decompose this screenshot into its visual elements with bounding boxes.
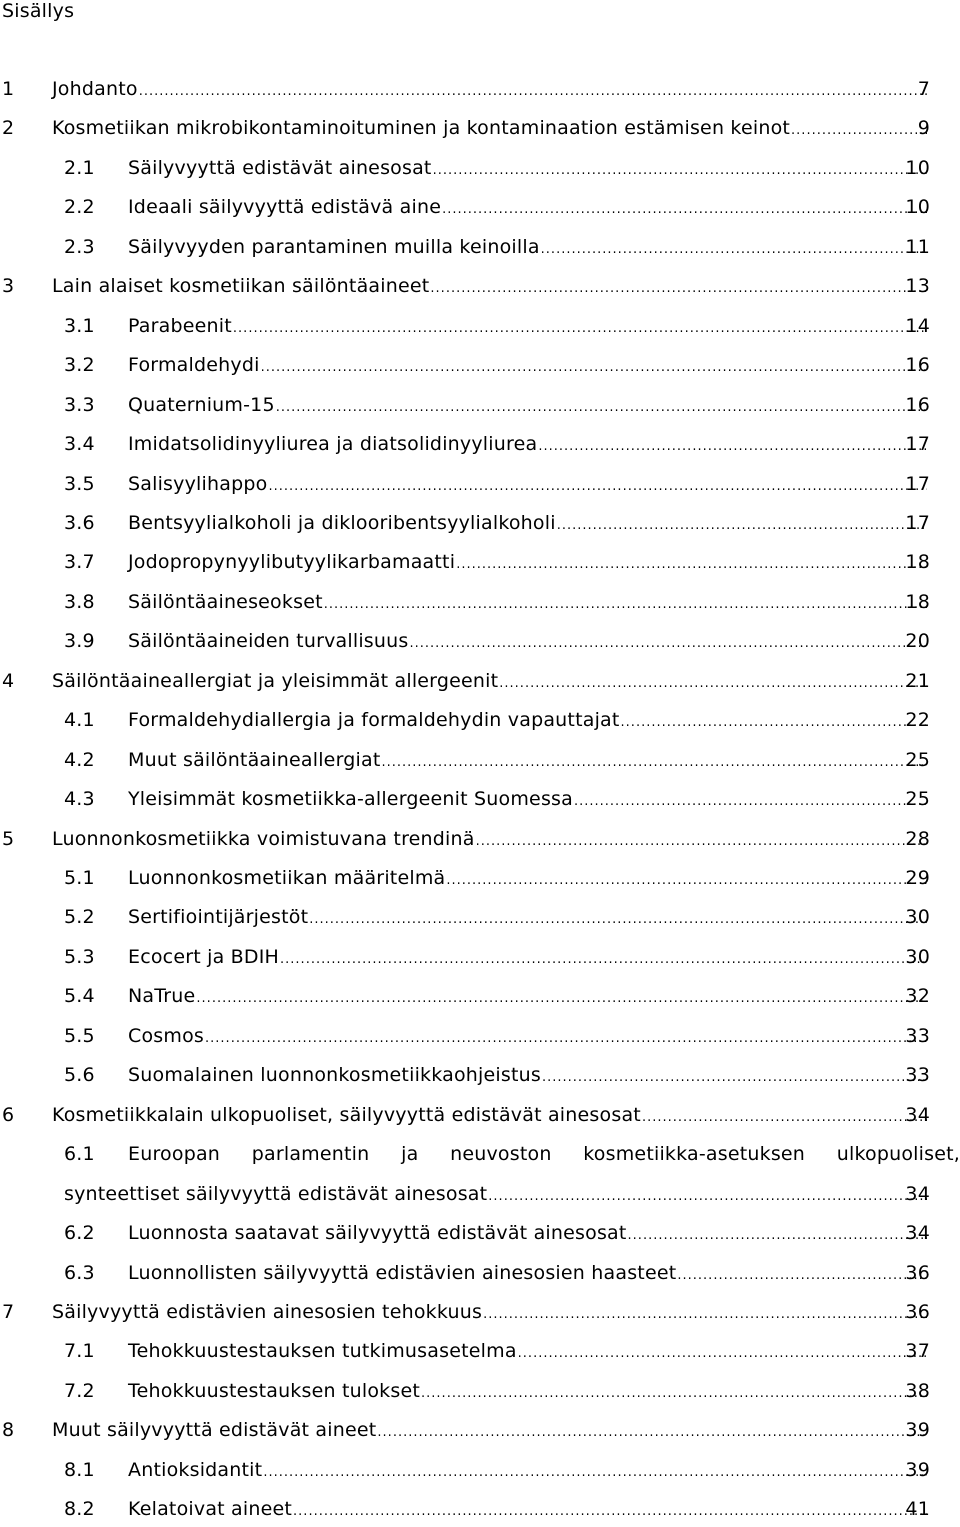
toc-entry-number: 8.2: [64, 1498, 95, 1521]
toc-entry-page: 38: [905, 1379, 930, 1402]
toc-entry-page: 13: [905, 275, 930, 298]
toc-entry-page: 36: [905, 1261, 930, 1284]
toc-entry-body: [128, 1376, 930, 1409]
toc-entry[interactable]: [0, 666, 960, 696]
toc-entry-label: Formaldehydiallergia ja formaldehydin vapauttajat: [128, 709, 620, 732]
toc-entry[interactable]: [0, 942, 960, 972]
toc-entry-number: 3.6: [64, 511, 95, 534]
toc-entry[interactable]: [0, 587, 960, 617]
toc-entry-number: 3.7: [64, 551, 95, 574]
toc-entry-label: Bentsyylialkoholi ja diklooribentsyylialkoholi: [128, 511, 556, 534]
toc-entry-number: 5.2: [64, 906, 95, 929]
toc-entry-number: 5.3: [64, 945, 95, 968]
toc-entry-number: 7: [2, 1300, 15, 1323]
dot-leader: [205, 1024, 927, 1054]
toc-entry-number: 3.8: [64, 590, 95, 613]
toc-entry-page: 10: [905, 156, 930, 179]
toc-entry-body: [128, 350, 930, 383]
toc-entry-number: 2: [2, 117, 15, 140]
toc-entry-continuation[interactable]: [0, 1179, 960, 1209]
toc-entry-label: Säilyvyyden parantaminen muilla keinoilla: [128, 235, 540, 258]
toc-entry-label: Luonnollisten säilyvyyttä edistävien ainesosien haasteet: [128, 1261, 677, 1284]
toc-entry[interactable]: [0, 74, 960, 104]
toc-entry[interactable]: [0, 113, 960, 143]
toc-entry[interactable]: [0, 1100, 960, 1130]
toc-entry-page: 29: [905, 867, 930, 889]
toc-entry-body: [52, 74, 930, 107]
toc-entry-page: 33: [905, 1064, 930, 1087]
toc-entry-page: 17: [905, 511, 930, 534]
dot-leader: [483, 1300, 927, 1330]
toc-entry-label: NaTrue: [128, 985, 196, 1008]
toc-entry[interactable]: [0, 350, 960, 380]
toc-entry[interactable]: [0, 192, 960, 222]
dot-leader: [621, 708, 927, 738]
toc-entry[interactable]: [0, 429, 960, 459]
toc-entry-label: synteettiset säilyvyyttä edistävät ainesosat: [64, 1182, 488, 1205]
toc-entry-label: Parabeenit: [128, 314, 232, 337]
toc-entry[interactable]: [0, 863, 960, 893]
toc-entry[interactable]: [0, 508, 960, 538]
toc-entry-page: 22: [905, 709, 930, 732]
toc-entry-body: [128, 1218, 930, 1251]
toc-entry-body: [64, 1179, 930, 1212]
toc-entry-body: [128, 192, 930, 225]
dot-leader: [476, 827, 927, 857]
toc-entry-label: Cosmos: [128, 1024, 205, 1047]
toc-entry-label: Säilyvyyttä edistävät ainesosat: [128, 156, 432, 179]
toc-entry-page: 14: [905, 314, 930, 337]
dot-leader: [268, 472, 927, 502]
dot-leader: [574, 787, 927, 817]
toc-entry-body: [52, 1100, 930, 1133]
dot-leader: [488, 1182, 927, 1212]
toc-entry-body: [128, 1258, 930, 1291]
toc-entry-label: Formaldehydi: [128, 354, 260, 377]
toc-entry-page: 30: [905, 906, 930, 929]
toc-entry-number: 5.1: [64, 867, 95, 889]
toc-entry-number: 4.1: [64, 709, 95, 732]
toc-entry-body: [128, 311, 930, 344]
toc-entry-page: 18: [905, 590, 930, 613]
toc-entry-number: 3.2: [64, 354, 95, 377]
toc-entry[interactable]: [0, 1297, 960, 1327]
toc-entry-page: 7: [917, 78, 930, 100]
toc-entry-number: 3.5: [64, 472, 95, 495]
toc-entry-body: [128, 153, 930, 186]
toc-entry-body: [128, 1494, 930, 1527]
dot-leader: [430, 274, 927, 304]
toc-entry-label: Euroopan parlamentin ja neuvoston kosmetiikka-asetuksen ulkopuoliset,: [128, 1143, 960, 1166]
toc-entry-label: Tehokkuustestauksen tutkimusasetelma: [128, 1340, 517, 1363]
toc-entry-label: Antioksidantit: [128, 1458, 263, 1481]
toc-entry[interactable]: [0, 784, 960, 814]
toc-entry-body: [128, 863, 930, 896]
toc-entry-page: 9: [917, 117, 930, 140]
toc-entry-label: Salisyylihappo: [128, 472, 268, 495]
dot-leader: [381, 748, 927, 778]
toc-entry-number: 8: [2, 1419, 15, 1442]
toc-entry-label: Lain alaiset kosmetiikan säilöntäaineet: [52, 275, 430, 298]
toc-entry-body: [52, 1415, 930, 1448]
toc-entry[interactable]: [0, 1336, 960, 1366]
dot-leader: [433, 156, 927, 186]
toc-entry-number: 7.1: [64, 1340, 95, 1363]
toc-entry-page: 11: [905, 235, 930, 258]
toc-entry-page: 25: [905, 788, 930, 811]
toc-entry-body: [128, 508, 930, 541]
toc-entry[interactable]: [0, 824, 960, 854]
toc-entry-body: [128, 626, 930, 659]
toc-entry-page: 36: [905, 1300, 930, 1323]
toc-entry-page: 33: [905, 1024, 930, 1047]
toc-entry-number: 5.4: [64, 985, 95, 1008]
dot-leader: [377, 1418, 927, 1448]
toc-entry-body: [52, 271, 930, 304]
dot-leader: [410, 629, 928, 659]
toc-entry-number: 6: [2, 1103, 15, 1126]
toc-entry-page: 20: [905, 630, 930, 653]
toc-entry[interactable]: [0, 1139, 960, 1169]
toc-entry[interactable]: [0, 1376, 960, 1406]
dot-leader: [442, 195, 927, 225]
toc-entry-label: Muut säilöntäaineallergiat: [128, 748, 381, 771]
toc-entry-number: 2.3: [64, 235, 95, 258]
toc-entry-number: 4.2: [64, 748, 95, 771]
dot-leader: [309, 905, 927, 935]
toc-entry-number: 6.2: [64, 1222, 95, 1245]
dot-leader: [518, 1339, 927, 1369]
toc-entry[interactable]: [0, 232, 960, 262]
toc-entry-body: [52, 824, 930, 857]
toc-entry[interactable]: [0, 1415, 960, 1445]
toc-entry-page: 34: [905, 1182, 930, 1205]
toc-entry-body: [128, 1455, 930, 1488]
dot-leader: [261, 353, 927, 383]
toc-entry[interactable]: [0, 547, 960, 577]
toc-entry-body: [52, 666, 930, 699]
toc-entry-label: Tehokkuustestauksen tulokset: [128, 1379, 421, 1402]
toc-entry-number: 3: [2, 275, 15, 298]
toc-entry-label: Jodopropynyylibutyylikarbamaatti: [128, 551, 456, 574]
toc-entry-label: Säilöntäaineseokset: [128, 590, 323, 613]
toc-entry-number: 5.6: [64, 1064, 95, 1087]
toc-entry[interactable]: [0, 390, 960, 420]
toc-entry[interactable]: [0, 1258, 960, 1288]
toc-entry-label: Yleisimmät kosmetiikka-allergeenit Suomessa: [128, 788, 573, 811]
dot-leader: [233, 314, 927, 344]
toc-entry-page: 17: [905, 472, 930, 495]
toc-entry-page: 32: [905, 985, 930, 1008]
toc-entry-page: 34: [905, 1222, 930, 1245]
toc-entry-number: 5.5: [64, 1024, 95, 1047]
toc-entry-body: [128, 1060, 930, 1093]
toc-entry-page: 17: [905, 433, 930, 456]
toc-entry-body: [128, 390, 930, 423]
toc-entry-number: 6.1: [64, 1143, 95, 1166]
toc-entry-body: [128, 587, 930, 620]
dot-leader: [196, 984, 927, 1014]
toc-entry-label: Luonnonkosmetiikka voimistuvana trendinä: [52, 827, 475, 850]
toc-entry[interactable]: [0, 745, 960, 775]
dot-leader: [541, 235, 927, 265]
toc-entry-label: Luonnosta saatavat säilyvyyttä edistävät ainesosat: [128, 1222, 627, 1245]
toc-entry-page: 30: [905, 945, 930, 968]
dot-leader: [542, 1063, 927, 1093]
toc-entry[interactable]: [0, 1218, 960, 1248]
dot-leader: [280, 945, 927, 975]
toc-entry[interactable]: [0, 902, 960, 932]
toc-entry[interactable]: [0, 469, 960, 499]
toc-entry-page: 21: [905, 669, 930, 692]
toc-entry-page: 16: [905, 354, 930, 377]
toc-entry-label: Ecocert ja BDIH: [128, 945, 280, 968]
toc-entry-label: Kosmetiikan mikrobikontaminoituminen ja kontaminaation estämisen keinot: [52, 117, 791, 140]
toc-entry-body: [52, 113, 930, 146]
toc-entry-number: 6.3: [64, 1261, 95, 1284]
toc-entry-body: [128, 429, 930, 462]
toc-entry-page: 18: [905, 551, 930, 574]
dot-leader: [324, 590, 927, 620]
toc-entry[interactable]: [0, 1455, 960, 1485]
toc-entry-page: 16: [905, 393, 930, 416]
toc-entry[interactable]: [0, 626, 960, 656]
toc-entry-body: [128, 547, 930, 580]
toc-entry-page: 37: [905, 1340, 930, 1363]
dot-leader: [263, 1458, 927, 1488]
toc-entry[interactable]: [0, 153, 960, 183]
toc-entry-number: 7.2: [64, 1379, 95, 1402]
toc-entry-body: [128, 784, 930, 817]
toc-entry[interactable]: [0, 1021, 960, 1051]
toc-entry-label: Säilöntäaineiden turvallisuus: [128, 630, 409, 653]
toc-entry-number: 8.1: [64, 1458, 95, 1481]
toc-entry-body: [128, 981, 930, 1014]
toc-entry-page: 28: [905, 827, 930, 850]
toc-entry-number: 4: [2, 669, 15, 692]
toc-entry-page: 34: [905, 1103, 930, 1126]
toc-entry[interactable]: [0, 271, 960, 301]
toc-entry-body: [128, 705, 930, 738]
toc-entry-body: [128, 942, 930, 975]
toc-entry-label: Säilyvyyttä edistävien ainesosien tehokkuus: [52, 1300, 483, 1323]
toc-entry-page: 25: [905, 748, 930, 771]
toc-entry-page: 39: [905, 1458, 930, 1481]
dot-leader: [293, 1497, 927, 1527]
toc-entry-page: 41: [905, 1498, 930, 1521]
toc-entry-body: [128, 232, 930, 265]
toc-entry-label: Quaternium-15: [128, 393, 275, 416]
dot-leader: [557, 511, 927, 541]
toc-entry-label: Ideaali säilyvyyttä edistävä aine: [128, 196, 442, 219]
dot-leader: [499, 669, 927, 699]
toc-entry-label: Kelatoivat aineet: [128, 1498, 293, 1521]
toc-entry-label: Imidatsolidinyyliurea ja diatsolidinyyliurea: [128, 433, 538, 456]
toc-entry-label: Luonnonkosmetiikan määritelmä: [128, 867, 446, 889]
toc-entry-label: Sertifiointijärjestöt: [128, 906, 309, 929]
dot-leader: [139, 77, 927, 107]
dot-leader: [642, 1103, 927, 1133]
toc-entry-body: [128, 745, 930, 778]
page-title: Sisällys: [2, 0, 75, 22]
dot-leader: [791, 116, 927, 146]
toc-entry-number: 2.2: [64, 196, 95, 219]
toc-entry-body: [128, 1336, 930, 1369]
dot-leader: [421, 1379, 927, 1409]
toc-entry-number: 2.1: [64, 156, 95, 179]
toc-entry-label: Kosmetiikkalain ulkopuoliset, säilyvyyttä edistävät ainesosat: [52, 1103, 641, 1126]
toc-entry[interactable]: [0, 311, 960, 341]
toc-entry-number: 5: [2, 827, 15, 850]
toc-entry-number: 3.9: [64, 630, 95, 653]
toc-entry-page: 39: [905, 1419, 930, 1442]
toc-entry-number: 3.3: [64, 393, 95, 416]
dot-leader: [677, 1261, 927, 1291]
dot-leader: [456, 550, 927, 580]
toc-entry[interactable]: [0, 705, 960, 735]
toc-entry-number: 1: [2, 78, 15, 100]
toc-entry-label: Säilöntäaineallergiat ja yleisimmät allergeenit: [52, 669, 499, 692]
toc-entry-body: [52, 1297, 930, 1330]
toc-entry-number: 3.1: [64, 314, 95, 337]
toc-entry-number: 4.3: [64, 788, 95, 811]
toc-entry-body: [128, 469, 930, 502]
toc-entry[interactable]: [0, 1494, 960, 1524]
toc-entry-label: Johdanto: [52, 78, 138, 100]
dot-leader: [538, 432, 927, 462]
toc-entry-label: Suomalainen luonnonkosmetiikkaohjeistus: [128, 1064, 541, 1087]
toc-entry-page: 10: [905, 196, 930, 219]
toc-entry-label: Muut säilyvyyttä edistävät aineet: [52, 1419, 377, 1442]
toc-entry[interactable]: [0, 981, 960, 1011]
dot-leader: [446, 866, 927, 896]
dot-leader: [276, 393, 927, 423]
toc-entry-number: 3.4: [64, 433, 95, 456]
toc-entry[interactable]: [0, 1060, 960, 1090]
toc-entry-body: [128, 1021, 930, 1054]
toc-entry-body: [128, 902, 930, 935]
dot-leader: [628, 1221, 927, 1251]
